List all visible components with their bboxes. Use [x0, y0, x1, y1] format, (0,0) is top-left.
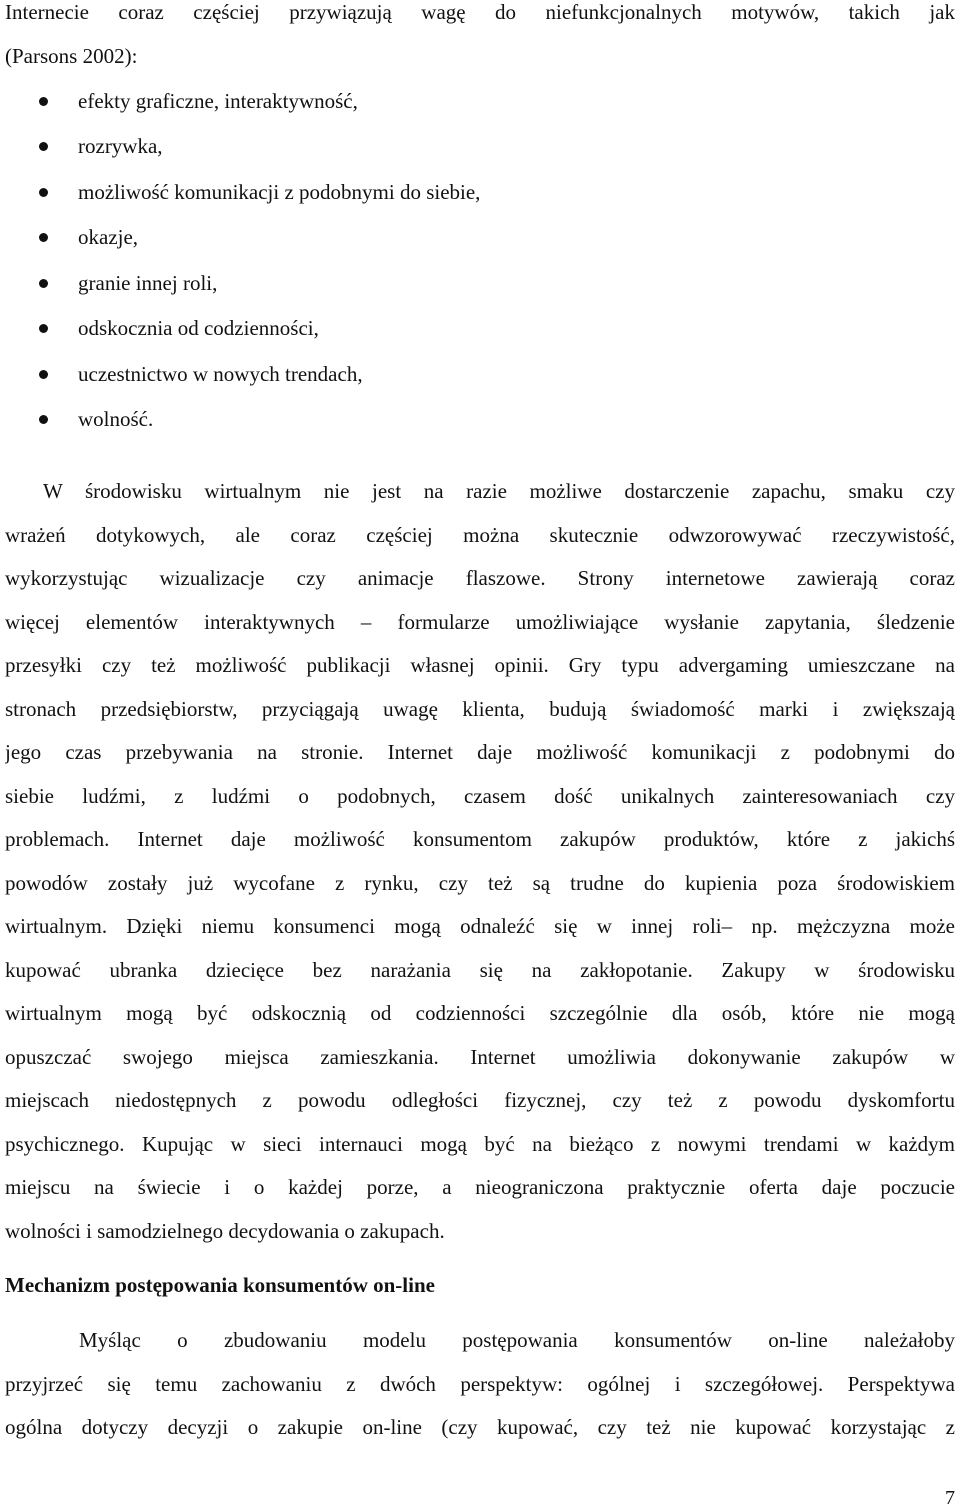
bullet-icon — [39, 142, 48, 151]
paragraph-2 — [5, 1328, 955, 1459]
list-item: uczestnictwo w nowych trendach, — [5, 362, 955, 408]
list-item: efekty graficzne, interaktywność, — [5, 89, 955, 135]
paragraph-line: opuszczać swojego miejsca zamieszkania. Internet umożliwia dokonywanie zakupów w — [5, 1044, 955, 1069]
list-item: granie innej roli, — [5, 271, 955, 317]
paragraph-line: wirtualnym. Dzięki niemu konsumenci mogą odnaleźć się w innej roli– np. mężczyzna może — [5, 914, 955, 938]
paragraph-line: miejscach niedostępnych z powodu odległości fizycznej, czy też z powodu dyskomfortu — [5, 1088, 955, 1112]
list-item: odskocznia od codzienności, — [5, 316, 955, 362]
bullet-icon — [39, 233, 48, 242]
paragraph-line: miejscu na świecie i o każdej porze, a nieograniczona praktycznie oferta daje poczucie — [5, 1175, 955, 1199]
intro-line-1: Internecie coraz częściej przywiązują wagę do niefunkcjonalnych motywów, takich jak — [5, 0, 955, 24]
paragraph-1 — [5, 479, 955, 1262]
paragraph-line: przesyłki czy też możliwość publikacji własnej opinii. Gry typu advergaming umieszczane na — [5, 653, 955, 677]
bullet-icon — [39, 97, 48, 106]
list-item: wolność. — [5, 407, 955, 467]
paragraph-line: wolności i samodzielnego decydowania o zakupach. — [5, 1218, 445, 1243]
paragraph-line: wykorzystując wizualizacje czy animacje flaszowe. Strony internetowe zawierają coraz — [5, 566, 955, 590]
paragraph-line: więcej elementów interaktywnych – formularze umożliwiające wysłanie zapytania, śledzenie — [5, 609, 955, 634]
intro-text — [5, 0, 955, 89]
paragraph-line: stronach przedsiębiorstw, przyciągają uwagę klienta, budują świadomość marki i zwiększają — [5, 696, 955, 721]
paragraph-line: W środowisku wirtualnym nie jest na razie możliwe dostarczenie zapachu, smaku czy — [43, 479, 955, 503]
bullet-icon — [39, 279, 48, 288]
paragraph-line: jego czas przebywania na stronie. Internet daje możliwość komunikacji z podobnymi do — [5, 740, 955, 764]
paragraph-line: kupować ubranka dziecięce bez narażania się na zakłopotanie. Zakupy w środowisku — [5, 957, 955, 982]
bullet-icon — [39, 188, 48, 197]
paragraph-line: psychicznego. Kupując w sieci internauci mogą być na bieżąco z nowymi trendami w każdym — [5, 1131, 955, 1156]
bullet-icon — [39, 370, 48, 379]
paragraph-line: ogólna dotyczy decyzji o zakupie on-line (czy kupować, czy też nie kupować korzystając z — [5, 1415, 955, 1439]
bullet-icon — [39, 415, 48, 424]
list-item: rozrywka, — [5, 134, 955, 180]
list-item: możliwość komunikacji z podobnymi do siebie, — [5, 180, 955, 226]
paragraph-line: wirtualnym mogą być odskocznią od codzienności szczególnie dla osób, które nie mogą — [5, 1001, 955, 1025]
paragraph-line: wrażeń dotykowych, ale coraz częściej można skutecznie odwzorowywać rzeczywistość, — [5, 522, 955, 547]
paragraph-line: siebie ludźmi, z ludźmi o podobnych, czasem dość unikalnych zainteresowaniach czy — [5, 783, 955, 808]
paragraph-line: przyjrzeć się temu zachowaniu z dwóch perspektyw: ogólnej i szczegółowej. Perspektywa — [5, 1371, 955, 1396]
paragraph-line: problemach. Internet daje możliwość konsumentom zakupów produktów, które z jakichś — [5, 827, 955, 851]
list-item: okazje, — [5, 225, 955, 271]
bullet-icon — [39, 324, 48, 333]
paragraph-line: powodów zostały już wycofane z rynku, czy też są trudne do kupienia poza środowiskiem — [5, 870, 955, 895]
page-number: 7 — [945, 1487, 955, 1509]
intro-line-2: (Parsons 2002): — [5, 43, 138, 68]
paragraph-line: Myśląc o zbudowaniu modelu postępowania konsumentów on-line należałoby — [79, 1328, 955, 1352]
section-heading: Mechanizm postępowania konsumentów on-line — [5, 1273, 435, 1297]
motives-list — [5, 89, 955, 468]
document-page — [5, 0, 955, 1459]
